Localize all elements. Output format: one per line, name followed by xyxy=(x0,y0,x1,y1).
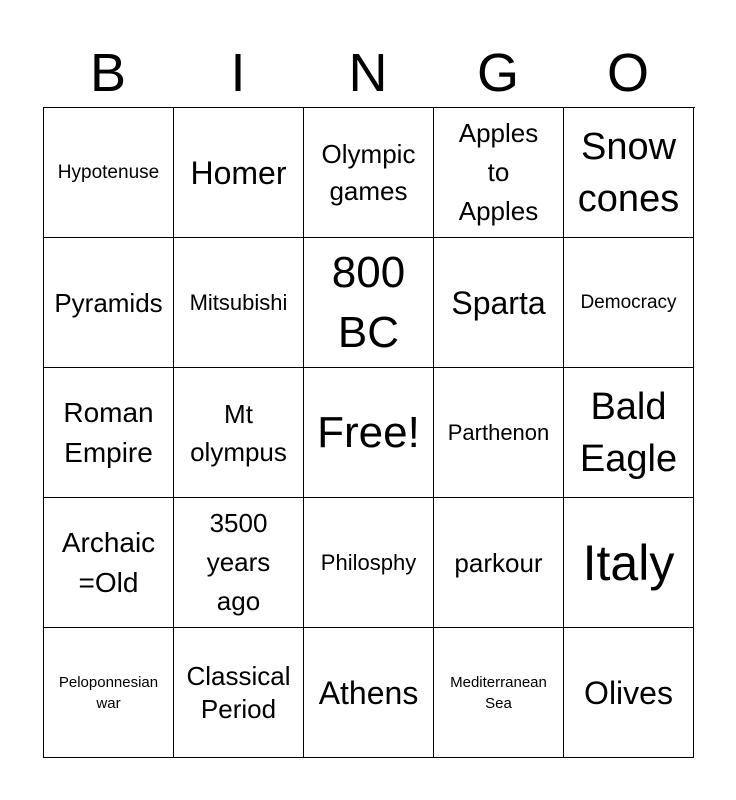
cell-text: parkour xyxy=(454,547,543,578)
bingo-cell[interactable] xyxy=(174,108,304,238)
cell-text: Classical Period xyxy=(186,660,291,724)
cell-text: Apples to Apples xyxy=(458,118,539,226)
bingo-cell[interactable] xyxy=(304,108,434,238)
cell-text: Olives xyxy=(584,674,673,711)
cell-text: Snow cones xyxy=(577,125,680,220)
bingo-cell[interactable] xyxy=(434,108,564,238)
cell-text: Athens xyxy=(318,674,419,711)
header-letter-n: N xyxy=(348,43,388,103)
bingo-cell[interactable] xyxy=(304,498,434,628)
cell-text: Mediterranean Sea xyxy=(450,673,547,712)
cell-text: Sparta xyxy=(451,284,546,321)
bingo-card xyxy=(43,107,695,758)
cell-text: 800 BC xyxy=(331,247,406,357)
cell-text: Homer xyxy=(190,154,287,191)
cell-text: Archaic =Old xyxy=(61,526,156,598)
bingo-cell[interactable] xyxy=(44,628,174,758)
cell-text: Parthenon xyxy=(447,419,550,445)
header-letter-g: G xyxy=(476,43,519,103)
bingo-cell[interactable] xyxy=(174,498,304,628)
cell-text: Peloponnesian war xyxy=(58,673,159,712)
bingo-cell[interactable] xyxy=(174,628,304,758)
bingo-cell[interactable] xyxy=(564,238,694,368)
bingo-cell[interactable] xyxy=(44,238,174,368)
bingo-cell[interactable] xyxy=(304,628,434,758)
bingo-cell[interactable] xyxy=(304,238,434,368)
bingo-header xyxy=(43,38,693,108)
bingo-cell[interactable] xyxy=(564,108,694,238)
cell-text: Philosphy xyxy=(320,549,417,575)
cell-text: Democracy xyxy=(580,291,677,313)
bingo-cell[interactable] xyxy=(174,368,304,498)
bingo-cell[interactable] xyxy=(174,238,304,368)
bingo-cell[interactable] xyxy=(564,498,694,628)
cell-text: Italy xyxy=(582,534,675,591)
cell-text: 3500 years ago xyxy=(206,508,271,616)
bingo-cell[interactable] xyxy=(44,368,174,498)
cell-text: Mitsubishi xyxy=(189,289,288,315)
cell-text: Roman Empire xyxy=(63,396,154,468)
header-letter-i: I xyxy=(230,43,246,103)
cell-text: Olympic games xyxy=(321,138,416,206)
bingo-cell[interactable] xyxy=(44,108,174,238)
cell-text: Mt olympus xyxy=(190,398,287,467)
cell-text: Free! xyxy=(317,407,420,457)
header-letter-b: B xyxy=(89,43,127,103)
bingo-cell[interactable] xyxy=(434,498,564,628)
cell-text: Pyramids xyxy=(54,287,163,318)
bingo-cell[interactable] xyxy=(44,498,174,628)
bingo-cell[interactable] xyxy=(434,238,564,368)
bingo-cell[interactable] xyxy=(434,628,564,758)
cell-text: Bald Eagle xyxy=(579,385,678,480)
cell-text: Hypotenuse xyxy=(57,161,160,183)
bingo-cell[interactable] xyxy=(564,368,694,498)
header-letter-o: O xyxy=(606,43,649,103)
bingo-cell[interactable] xyxy=(564,628,694,758)
bingo-cell[interactable] xyxy=(434,368,564,498)
bingo-cell-free[interactable] xyxy=(304,368,434,498)
